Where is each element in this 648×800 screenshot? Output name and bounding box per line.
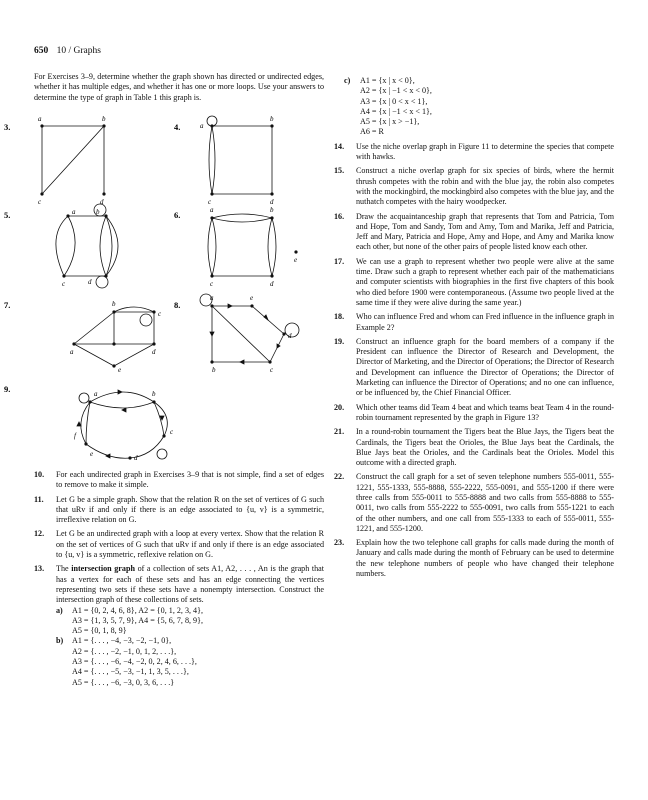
exercise-13a: a) A1 = {0, 2, 4, 6, 8}, A2 = {0, 1, 2, 3, 4}, A3 = {1, 3, 5, 7, 9}, A4 = {5, 6, 7, 8, 9}, A5 = {0, 1, 8, 9} [56, 605, 204, 636]
exercise-10: 10. For each undirected graph in Exercises 3–9 that is not simple, find a set of edges to remove to make it simple. [34, 470, 324, 490]
fig7-label-b: b [112, 300, 116, 308]
figure-5-number: 5. [4, 210, 11, 220]
figure-4 [207, 116, 272, 194]
fig4-label-a: a [200, 122, 204, 130]
fig3-label-a: a [38, 115, 42, 123]
exercise-22: 22. Construct the call graph for a set of seven telephone numbers 555-0011, 555-1221, 555-1333, 555-8888, 555-2222, 555-0091, and 555-1200 if there were three calls from 555-0011 to 555-8888 and two calls from 555-8888 to 555-0011, two calls from 555-2222 to 555-0091, two calls from 555-1221 to each of the other numbers, and one call from 555-1333 to each of 555-0011, 555-1221, and 555-1200. [334, 472, 614, 533]
fig8-label-b: b [212, 366, 216, 374]
fig7-label-d: d [152, 348, 156, 356]
fig6-label-a: a [210, 206, 214, 214]
fig3-label-c: c [38, 198, 42, 206]
exercise-11: 11. Let G be a simple graph. Show that the relation R on the set of vertices of G such that uRv if and only if there is an edge associated to {u, v} is a symmetric, irreflexive relation on G. [34, 494, 324, 525]
exercise-13b: b) A1 = {. . . , −4, −3, −2, −1, 0}, A2 = {. . . , −2, −1, 0, 1, 2, . . .}, A3 = {. . . , −6, −4, −2, 0, 2, 4, 6, . . .}, A4 = {. . . , −5, −3, −1, 1, 3, 5, . . .}, A5 = {. . . , −6, −3, 0, 3, 6, . . .} [56, 636, 197, 687]
section-title: 10 / Graphs [56, 46, 101, 56]
fig9-label-d: d [134, 454, 138, 462]
figure-9 [77, 390, 167, 459]
fig3-label-d: d [100, 198, 104, 206]
fig4-label-c: c [208, 198, 212, 206]
exercise-16: 16. Draw the acquaintanceship graph that represents that Tom and Patricia, Tom and Hope, Tom and Sandy, Tom and Amy, Tom and Marika, Jeff and Patricia, Jeff and Mary, Patricia and Hope, Amy and Hope, and Amy and Marika know each other, but none of the other pairs of people listed know each other. [334, 211, 614, 252]
graph-figures [4, 115, 324, 466]
fig8-label-e: e [250, 294, 254, 302]
fig4-label-d: d [270, 198, 274, 206]
fig7-label-c: c [158, 310, 162, 318]
figure-8-number: 8. [174, 300, 181, 310]
exercise-20: 20. Which other teams did Team 4 beat and which teams beat Team 4 in the round-robin tournament represented by the graph in Figure 13? [334, 402, 614, 422]
fig9-label-e: e [90, 450, 94, 458]
intro-paragraph: For Exercises 3–9, determine whether the graph shown has directed or undirected edges, whether it has multiple edges, and whether it has one or more loops. Use your answers to determine the type of graph in Table 1 this graph is. [34, 72, 324, 102]
left-exercises [34, 470, 324, 692]
fig7-label-e: e [118, 366, 122, 374]
fig9-label-a: a [94, 390, 98, 398]
fig5-label-a: a [72, 208, 76, 216]
exercise-17: 17. We can use a graph to represent whether two people were alive at the same time. Draw such a graph to represent whether each pair of the mathematicians and computer scientists with biographies in the first five chapters of this book who died before 1900 were contemporaneous. (Assume two people lived at the same time if they were alive during the same year.) [334, 256, 614, 307]
exercise-19: 19. Construct an influence graph for the board members of a company if the President can influence the Director of Research and Development, the Director of Marketing, and the Director of Operations; the Director of Research and Development can influence the Director of Operations; the Director of Marketing can influence the Director of Operations; and no one can influence, or be influenced by, the Chief Financial Officer. [334, 336, 615, 398]
figure-8 [200, 294, 299, 364]
exercise-13c: c) A1 = {x | x < 0}, A2 = {x | −1 < x < 0}, A3 = {x | 0 < x < 1}, A4 = {x | −1 < x < 1}, A5 = {x | x > −1}, A6 = R [344, 76, 432, 137]
fig8-label-a: a [210, 294, 214, 302]
page-header [34, 46, 101, 56]
fig6-label-b: b [270, 206, 274, 214]
fig6-label-c: c [210, 280, 214, 288]
fig6-label-d: d [270, 280, 274, 288]
fig5-label-c: c [62, 280, 66, 288]
exercise-14: 14. Use the niche overlap graph in Figure 11 to determine the species that compete with hawks. [334, 141, 614, 162]
fig6-label-e: e [294, 256, 298, 264]
figure-7 [74, 307, 154, 366]
fig5-label-b: b [96, 208, 100, 216]
exercise-12: 12. Let G be an undirected graph with a loop at every vertex. Show that the relation R on the set of vertices of G such that uRv if and only if there is an edge associated to {u, v} is a symmetric, reflexive relation on G. [34, 529, 324, 560]
figure-3-number: 3. [4, 122, 11, 132]
fig9-label-c: c [170, 428, 174, 436]
exercise-18: 18. Who can influence Fred and whom can Fred influence in the influence graph in Example 2? [334, 312, 614, 332]
exercise-15: 15. Construct a niche overlap graph for six species of birds, where the hermit thrush competes with the robin and with the blue jay, the robin also competes with the mockingbird, the mockingbird also competes with the blue jay, and the nuthatch competes with the hairy woodpecker. [334, 166, 614, 207]
fig9-label-b: b [152, 390, 156, 398]
figure-4-number: 4. [174, 122, 181, 132]
figure-3 [42, 126, 104, 194]
fig9-label-f: f [74, 432, 76, 440]
exercise-23: 23. Explain how the two telephone call graphs for calls made during the month of January and calls made during the month of February can be used to determine the new telephone numbers of people who have changed their telephone numbers. [334, 538, 614, 579]
fig5-label-d: d [88, 278, 92, 286]
exercise-13: 13. The intersection graph of a collection of sets A1, A2, . . . , An is the graph that has a vertex for each of these sets and has an edge connecting the vertices representing two sets if these sets have a nonempty intersection. Construct the intersection graph of these collections of sets. a) A1 = {0, 2, 4, 6, 8}, A2 = {0, 1, 2, 3, 4}, A3 = {1, 3, 5, 7, 9}, A4 = {5, 6, 7, 8, 9}, A5 = {0, 1, 8, 9} b) A1 = {. . . , −4, −3, −2, −1, 0}, A2 = {. . . , −2, −1, 0, 1, 2, . . .}, A3 = {. . . , −6, −4, −2, 0, 2, 4, 6, . . .}, A4 = {. . . , −5, −3, −1, 1, 3, 5, . . .}, A5 = {. . . , −6, −3, 0, 3, 6, . . .} [34, 564, 325, 687]
figure-6 [208, 214, 276, 276]
page-number: 650 [34, 46, 49, 56]
left-column [34, 72, 324, 103]
fig7-label-a: a [70, 348, 74, 356]
fig3-label-b: b [102, 115, 106, 123]
exercise-21: 21. In a round-robin tournament the Tigers beat the Blue Jays, the Tigers beat the Cardinals, the Tigers beat the Orioles, the Blue Jays beat the Cardinals, the Blue Jays beat the Orioles, and the Cardinals beat the Orioles. Model this outcome with a directed graph. [334, 427, 614, 468]
figure-6-number: 6. [174, 210, 181, 220]
figure-9-number: 9. [4, 384, 11, 394]
fig8-label-d: d [288, 332, 292, 340]
right-column [334, 76, 614, 583]
fig4-label-b: b [270, 115, 274, 123]
figure-7-number: 7. [4, 300, 11, 310]
fig8-label-c: c [270, 366, 274, 374]
